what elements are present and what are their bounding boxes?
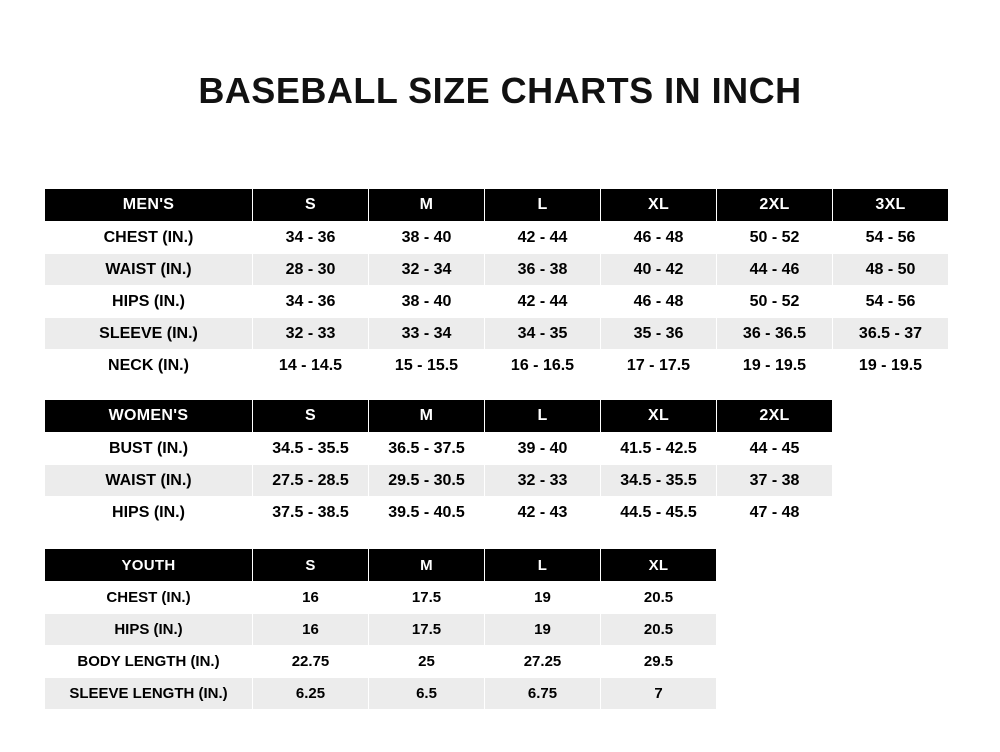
table-row bbox=[45, 582, 717, 614]
table-cell: 22.75 bbox=[253, 646, 369, 678]
table-cell: 50 - 52 bbox=[717, 286, 833, 318]
table-cell: 39 - 40 bbox=[485, 433, 601, 465]
table-cell: 19 - 19.5 bbox=[833, 350, 949, 382]
table-header-row bbox=[45, 400, 833, 433]
table-cell: 15 - 15.5 bbox=[369, 350, 485, 382]
row-label: NECK (IN.) bbox=[45, 350, 253, 382]
table-cell: 42 - 44 bbox=[485, 222, 601, 254]
table-cell: 17.5 bbox=[369, 582, 485, 614]
table-cell: 44 - 45 bbox=[717, 433, 833, 465]
column-header: 2XL bbox=[717, 400, 833, 433]
table-cell: 36 - 36.5 bbox=[717, 318, 833, 350]
column-header: M bbox=[369, 189, 485, 222]
row-label: BODY LENGTH (IN.) bbox=[45, 646, 253, 678]
table-cell: 32 - 34 bbox=[369, 254, 485, 286]
table-row bbox=[45, 433, 833, 465]
table-cell: 38 - 40 bbox=[369, 286, 485, 318]
table-cell: 19 bbox=[485, 614, 601, 646]
womens-size-chart bbox=[44, 399, 833, 529]
table-cell: 37.5 - 38.5 bbox=[253, 497, 369, 529]
table-cell: 44 - 46 bbox=[717, 254, 833, 286]
column-header: 3XL bbox=[833, 189, 949, 222]
table-header-row bbox=[45, 189, 949, 222]
column-header: WOMEN'S bbox=[45, 400, 253, 433]
table-row bbox=[45, 497, 833, 529]
table-cell: 54 - 56 bbox=[833, 286, 949, 318]
page-title: BASEBALL SIZE CHARTS IN INCH bbox=[198, 70, 802, 111]
table-cell: 6.25 bbox=[253, 678, 369, 710]
youth-size-chart bbox=[44, 548, 717, 710]
table-row bbox=[45, 286, 949, 318]
table-cell: 32 - 33 bbox=[253, 318, 369, 350]
table-cell: 36.5 - 37 bbox=[833, 318, 949, 350]
table-row bbox=[45, 254, 949, 286]
table-row bbox=[45, 318, 949, 350]
row-label: HIPS (IN.) bbox=[45, 286, 253, 318]
row-label: SLEEVE LENGTH (IN.) bbox=[45, 678, 253, 710]
column-header: L bbox=[485, 189, 601, 222]
table-cell: 19 - 19.5 bbox=[717, 350, 833, 382]
column-header: 2XL bbox=[717, 189, 833, 222]
table-cell: 41.5 - 42.5 bbox=[601, 433, 717, 465]
table-cell: 34 - 36 bbox=[253, 286, 369, 318]
table-cell: 36 - 38 bbox=[485, 254, 601, 286]
table-cell: 48 - 50 bbox=[833, 254, 949, 286]
table-cell: 20.5 bbox=[601, 582, 717, 614]
table-cell: 27.5 - 28.5 bbox=[253, 465, 369, 497]
table-cell: 37 - 38 bbox=[717, 465, 833, 497]
column-header: MEN'S bbox=[45, 189, 253, 222]
table-cell: 44.5 - 45.5 bbox=[601, 497, 717, 529]
column-header: S bbox=[253, 189, 369, 222]
table-cell: 34 - 36 bbox=[253, 222, 369, 254]
table-cell: 39.5 - 40.5 bbox=[369, 497, 485, 529]
table-cell: 20.5 bbox=[601, 614, 717, 646]
table-cell: 54 - 56 bbox=[833, 222, 949, 254]
column-header: M bbox=[369, 400, 485, 433]
table-cell: 6.75 bbox=[485, 678, 601, 710]
table-cell: 17.5 bbox=[369, 614, 485, 646]
table-cell: 17 - 17.5 bbox=[601, 350, 717, 382]
row-label: BUST (IN.) bbox=[45, 433, 253, 465]
column-header: XL bbox=[601, 189, 717, 222]
row-label: CHEST (IN.) bbox=[45, 222, 253, 254]
table-cell: 16 bbox=[253, 582, 369, 614]
table-cell: 42 - 43 bbox=[485, 497, 601, 529]
table-cell: 6.5 bbox=[369, 678, 485, 710]
column-header: S bbox=[253, 549, 369, 582]
table-cell: 16 - 16.5 bbox=[485, 350, 601, 382]
column-header: M bbox=[369, 549, 485, 582]
row-label: HIPS (IN.) bbox=[45, 614, 253, 646]
table-row bbox=[45, 646, 717, 678]
table-cell: 36.5 - 37.5 bbox=[369, 433, 485, 465]
table-row bbox=[45, 350, 949, 382]
table-cell: 34 - 35 bbox=[485, 318, 601, 350]
column-header: L bbox=[485, 400, 601, 433]
table-cell: 34.5 - 35.5 bbox=[601, 465, 717, 497]
column-header: YOUTH bbox=[45, 549, 253, 582]
table-cell: 40 - 42 bbox=[601, 254, 717, 286]
table-cell: 29.5 - 30.5 bbox=[369, 465, 485, 497]
table-cell: 19 bbox=[485, 582, 601, 614]
table-cell: 47 - 48 bbox=[717, 497, 833, 529]
row-label: WAIST (IN.) bbox=[45, 254, 253, 286]
table-row bbox=[45, 222, 949, 254]
column-header: XL bbox=[601, 549, 717, 582]
table-cell: 14 - 14.5 bbox=[253, 350, 369, 382]
row-label: WAIST (IN.) bbox=[45, 465, 253, 497]
table-cell: 29.5 bbox=[601, 646, 717, 678]
table-cell: 50 - 52 bbox=[717, 222, 833, 254]
table-cell: 46 - 48 bbox=[601, 222, 717, 254]
table-cell: 38 - 40 bbox=[369, 222, 485, 254]
column-header: L bbox=[485, 549, 601, 582]
table-header-row bbox=[45, 549, 717, 582]
table-cell: 7 bbox=[601, 678, 717, 710]
table-cell: 33 - 34 bbox=[369, 318, 485, 350]
column-header: S bbox=[253, 400, 369, 433]
column-header: XL bbox=[601, 400, 717, 433]
table-cell: 46 - 48 bbox=[601, 286, 717, 318]
row-label: CHEST (IN.) bbox=[45, 582, 253, 614]
table-cell: 32 - 33 bbox=[485, 465, 601, 497]
table-cell: 42 - 44 bbox=[485, 286, 601, 318]
table-cell: 28 - 30 bbox=[253, 254, 369, 286]
table-cell: 16 bbox=[253, 614, 369, 646]
table-cell: 27.25 bbox=[485, 646, 601, 678]
table-row bbox=[45, 465, 833, 497]
row-label: SLEEVE (IN.) bbox=[45, 318, 253, 350]
mens-size-chart bbox=[44, 188, 949, 382]
table-cell: 25 bbox=[369, 646, 485, 678]
table-row bbox=[45, 614, 717, 646]
table-cell: 34.5 - 35.5 bbox=[253, 433, 369, 465]
table-cell: 35 - 36 bbox=[601, 318, 717, 350]
row-label: HIPS (IN.) bbox=[45, 497, 253, 529]
table-row bbox=[45, 678, 717, 710]
